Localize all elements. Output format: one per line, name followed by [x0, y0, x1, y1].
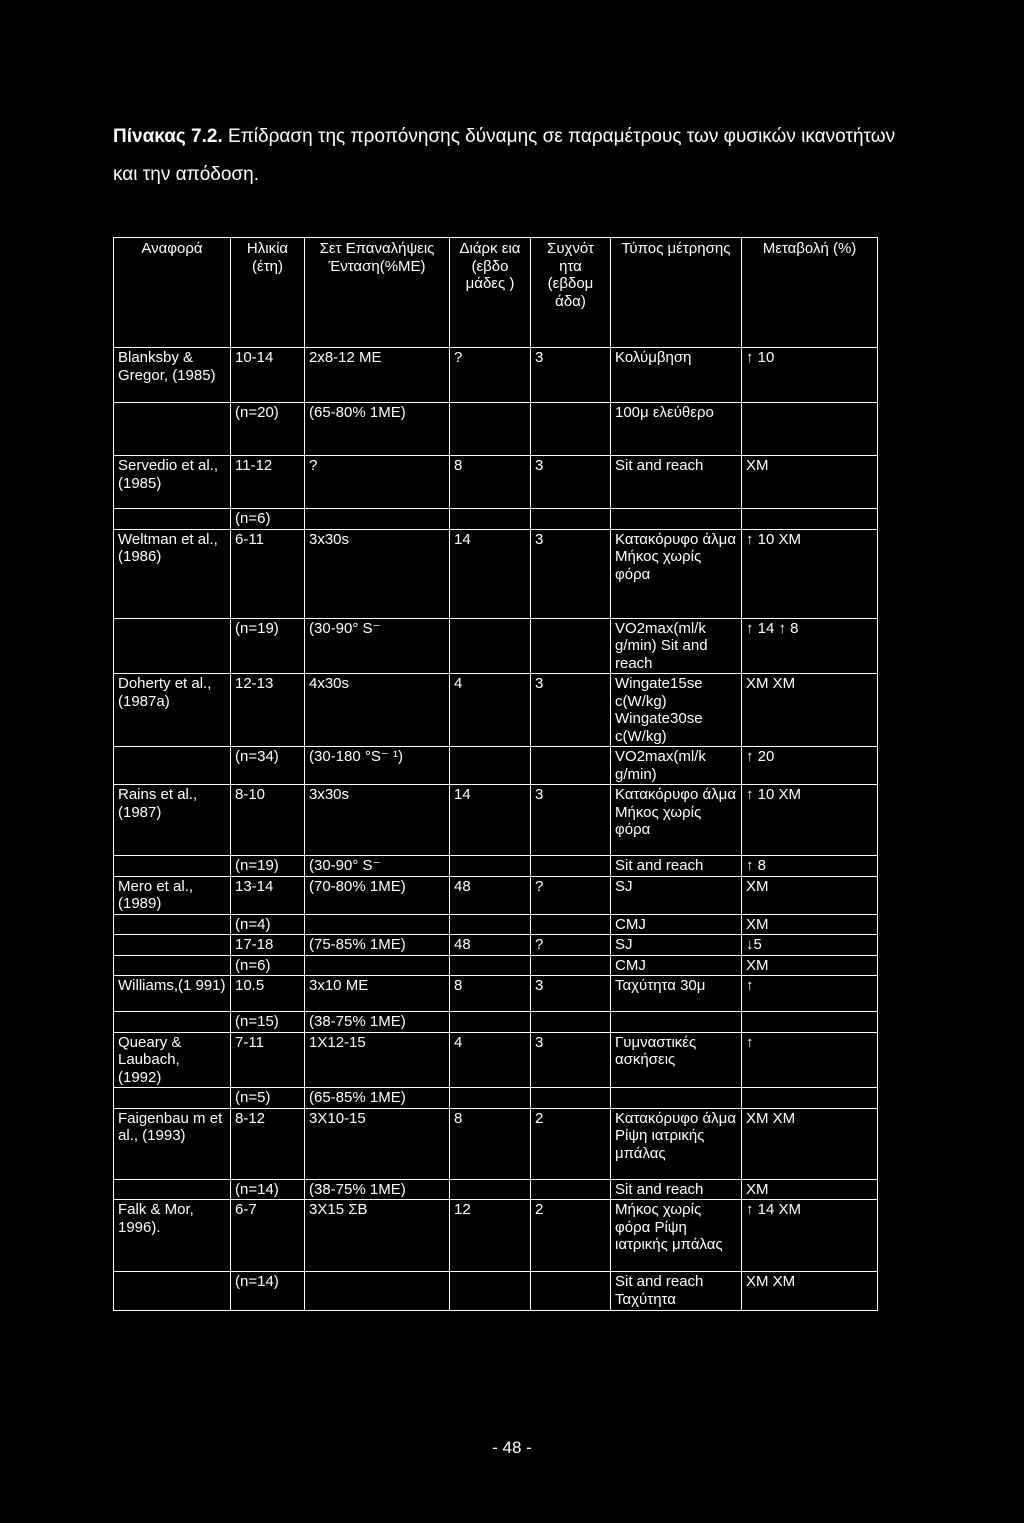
- cell-sets: (75-85% 1ME): [305, 935, 450, 956]
- cell-measure: VO2max(ml/k g/min) Sit and reach: [611, 618, 742, 674]
- table-row: [114, 856, 878, 877]
- cell-frequency: [531, 1088, 611, 1109]
- cell-duration: 14: [450, 529, 531, 618]
- cell-reference: [114, 856, 231, 877]
- cell-reference: [114, 914, 231, 935]
- cell-reference: [114, 1179, 231, 1200]
- cell-measure: Sit and reach: [611, 856, 742, 877]
- table-row: [114, 785, 878, 856]
- cell-change: ↑ 10: [742, 348, 878, 403]
- cell-frequency: [531, 1179, 611, 1200]
- cell-frequency: [531, 509, 611, 530]
- cell-duration: 48: [450, 876, 531, 914]
- cell-age: 10.5: [231, 976, 305, 1012]
- cell-age: (n=4): [231, 914, 305, 935]
- cell-measure: Γυμναστικές ασκήσεις: [611, 1032, 742, 1088]
- cell-measure: [611, 1012, 742, 1033]
- table-row: [114, 456, 878, 509]
- cell-age: 10-14: [231, 348, 305, 403]
- cell-change: ↑ 8: [742, 856, 878, 877]
- cell-duration: [450, 618, 531, 674]
- cell-duration: [450, 955, 531, 976]
- cell-frequency: ?: [531, 935, 611, 956]
- cell-reference: Faigenbau m et al., (1993): [114, 1108, 231, 1179]
- cell-reference: Williams,(1 991): [114, 976, 231, 1012]
- cell-change: [742, 1088, 878, 1109]
- cell-measure: Sit and reach Ταχύτητα: [611, 1272, 742, 1311]
- cell-duration: 4: [450, 1032, 531, 1088]
- cell-change: ↑ 14 XM: [742, 1200, 878, 1272]
- cell-duration: 48: [450, 935, 531, 956]
- cell-frequency: 3: [531, 456, 611, 509]
- cell-duration: 12: [450, 1200, 531, 1272]
- cell-duration: [450, 403, 531, 456]
- cell-age: 13-14: [231, 876, 305, 914]
- table-row: [114, 1108, 878, 1179]
- cell-age: (n=34): [231, 747, 305, 785]
- cell-measure: Μήκος χωρίς φόρα Ρίψη ιατρικής μπάλας: [611, 1200, 742, 1272]
- table-row: [114, 1272, 878, 1311]
- cell-measure: SJ: [611, 876, 742, 914]
- cell-age: 7-11: [231, 1032, 305, 1088]
- cell-frequency: [531, 914, 611, 935]
- cell-change: XM XM: [742, 674, 878, 747]
- cell-measure: Κατακόρυφο άλμα Μήκος χωρίς φόρα: [611, 785, 742, 856]
- cell-measure: Ταχύτητα 30μ: [611, 976, 742, 1012]
- cell-sets: [305, 509, 450, 530]
- cell-sets: (38-75% 1ME): [305, 1012, 450, 1033]
- cell-change: ↑ 10 XM: [742, 529, 878, 618]
- cell-measure: [611, 1088, 742, 1109]
- cell-sets: (70-80% 1ME): [305, 876, 450, 914]
- cell-measure: Sit and reach: [611, 456, 742, 509]
- cell-age: 6-11: [231, 529, 305, 618]
- cell-reference: Queary & Laubach, (1992): [114, 1032, 231, 1088]
- cell-measure: Κατακόρυφο άλμα Ρίψη ιατρικής μπάλας: [611, 1108, 742, 1179]
- cell-reference: [114, 935, 231, 956]
- cell-reference: [114, 403, 231, 456]
- cell-change: [742, 1012, 878, 1033]
- cell-duration: [450, 509, 531, 530]
- cell-change: [742, 403, 878, 456]
- cell-sets: ?: [305, 456, 450, 509]
- cell-age: 8-10: [231, 785, 305, 856]
- cell-age: (n=19): [231, 618, 305, 674]
- cell-age: 12-13: [231, 674, 305, 747]
- table-row: [114, 1179, 878, 1200]
- table-row: [114, 1012, 878, 1033]
- cell-frequency: [531, 1012, 611, 1033]
- cell-frequency: 3: [531, 976, 611, 1012]
- table-caption: [113, 118, 913, 194]
- cell-measure: Wingate15se c(W/kg) Wingate30se c(W/kg): [611, 674, 742, 747]
- page-number: - 48 -: [492, 1438, 532, 1457]
- results-table: [113, 237, 878, 1311]
- cell-change: XM XM: [742, 1108, 878, 1179]
- cell-duration: [450, 1272, 531, 1311]
- cell-change: [742, 509, 878, 530]
- cell-duration: 8: [450, 456, 531, 509]
- cell-age: (n=15): [231, 1012, 305, 1033]
- cell-duration: ?: [450, 348, 531, 403]
- cell-age: 8-12: [231, 1108, 305, 1179]
- cell-change: XM XM: [742, 1272, 878, 1311]
- table-row: [114, 1088, 878, 1109]
- cell-age: 6-7: [231, 1200, 305, 1272]
- table-row: [114, 674, 878, 747]
- cell-change: ↑ 14 ↑ 8: [742, 618, 878, 674]
- cell-reference: Falk & Mor, 1996).: [114, 1200, 231, 1272]
- cell-sets: 1X12-15: [305, 1032, 450, 1088]
- cell-sets: [305, 914, 450, 935]
- header-frequency: Συχνότ ητα (εβδομ άδα): [531, 238, 611, 348]
- cell-age: (n=20): [231, 403, 305, 456]
- cell-age: (n=19): [231, 856, 305, 877]
- cell-frequency: [531, 955, 611, 976]
- cell-measure: VO2max(ml/k g/min): [611, 747, 742, 785]
- cell-measure: Κολύμβηση: [611, 348, 742, 403]
- cell-frequency: 3: [531, 348, 611, 403]
- table-row: [114, 914, 878, 935]
- table-row: [114, 876, 878, 914]
- header-measure: Τύπος μέτρησης: [611, 238, 742, 348]
- cell-duration: [450, 1088, 531, 1109]
- cell-frequency: 3: [531, 674, 611, 747]
- cell-reference: Weltman et al., (1986): [114, 529, 231, 618]
- cell-age: (n=6): [231, 955, 305, 976]
- table-row: [114, 618, 878, 674]
- cell-frequency: 2: [531, 1200, 611, 1272]
- cell-sets: (30-90° S⁻: [305, 856, 450, 877]
- cell-duration: [450, 747, 531, 785]
- table-row: [114, 529, 878, 618]
- cell-reference: [114, 509, 231, 530]
- cell-reference: Mero et al., (1989): [114, 876, 231, 914]
- cell-reference: Rains et al., (1987): [114, 785, 231, 856]
- table-row: [114, 403, 878, 456]
- cell-frequency: 3: [531, 785, 611, 856]
- cell-age: (n=5): [231, 1088, 305, 1109]
- cell-duration: [450, 1012, 531, 1033]
- cell-frequency: [531, 747, 611, 785]
- cell-measure: Κατακόρυφο άλμα Μήκος χωρίς φόρα: [611, 529, 742, 618]
- cell-duration: 4: [450, 674, 531, 747]
- cell-duration: [450, 1179, 531, 1200]
- cell-sets: [305, 955, 450, 976]
- cell-measure: Sit and reach: [611, 1179, 742, 1200]
- cell-sets: (65-80% 1ME): [305, 403, 450, 456]
- table-row: [114, 935, 878, 956]
- cell-sets: 2x8-12 ME: [305, 348, 450, 403]
- cell-duration: 8: [450, 1108, 531, 1179]
- cell-frequency: [531, 1272, 611, 1311]
- table-row: [114, 509, 878, 530]
- table-row: [114, 955, 878, 976]
- cell-duration: [450, 914, 531, 935]
- cell-measure: CMJ: [611, 955, 742, 976]
- cell-change: XM: [742, 456, 878, 509]
- cell-change: ↑: [742, 976, 878, 1012]
- cell-duration: 14: [450, 785, 531, 856]
- cell-frequency: 3: [531, 1032, 611, 1088]
- cell-sets: [305, 1272, 450, 1311]
- cell-reference: [114, 618, 231, 674]
- cell-sets: (65-85% 1ME): [305, 1088, 450, 1109]
- table-row: [114, 1200, 878, 1272]
- cell-measure: CMJ: [611, 914, 742, 935]
- cell-reference: Servedio et al., (1985): [114, 456, 231, 509]
- table-caption-label: Πίνακας 7.2.: [113, 126, 223, 147]
- cell-sets: 4x30s: [305, 674, 450, 747]
- cell-frequency: 2: [531, 1108, 611, 1179]
- cell-measure: [611, 509, 742, 530]
- cell-reference: [114, 747, 231, 785]
- table-row: [114, 1032, 878, 1088]
- cell-sets: (30-90° S⁻: [305, 618, 450, 674]
- cell-measure: 100μ ελεύθερο: [611, 403, 742, 456]
- cell-frequency: ?: [531, 876, 611, 914]
- table-row: [114, 976, 878, 1012]
- header-row: [114, 238, 878, 348]
- cell-change: ↑ 20: [742, 747, 878, 785]
- header-sets: Σετ Επαναλήψεις Ένταση(%ΜΕ): [305, 238, 450, 348]
- cell-age: 11-12: [231, 456, 305, 509]
- cell-frequency: 3: [531, 529, 611, 618]
- cell-age: 17-18: [231, 935, 305, 956]
- cell-change: ↑ 10 XM: [742, 785, 878, 856]
- cell-sets: 3x10 ME: [305, 976, 450, 1012]
- cell-reference: [114, 1012, 231, 1033]
- cell-change: ↓5: [742, 935, 878, 956]
- cell-duration: 8: [450, 976, 531, 1012]
- cell-age: (n=14): [231, 1179, 305, 1200]
- header-duration: Διάρκ εια (εβδο μάδες ): [450, 238, 531, 348]
- cell-change: XM: [742, 955, 878, 976]
- cell-frequency: [531, 618, 611, 674]
- table-row: [114, 348, 878, 403]
- table-caption-text: Επίδραση της προπόνησης δύναμης σε παραμέτρους των φυσικών ικανοτήτων και την απόδοση.: [113, 126, 896, 185]
- cell-reference: [114, 1272, 231, 1311]
- table-row: [114, 747, 878, 785]
- cell-sets: 3x30s: [305, 529, 450, 618]
- header-age: Ηλικία (έτη): [231, 238, 305, 348]
- cell-frequency: [531, 856, 611, 877]
- cell-sets: 3X10-15: [305, 1108, 450, 1179]
- table-body: [114, 348, 878, 1311]
- cell-reference: [114, 1088, 231, 1109]
- header-reference: Αναφορά: [114, 238, 231, 348]
- cell-change: XM: [742, 876, 878, 914]
- cell-duration: [450, 856, 531, 877]
- cell-reference: Doherty et al.,(1987a): [114, 674, 231, 747]
- cell-change: XM: [742, 1179, 878, 1200]
- cell-sets: (38-75% 1ME): [305, 1179, 450, 1200]
- cell-reference: [114, 955, 231, 976]
- cell-sets: 3x30s: [305, 785, 450, 856]
- cell-reference: Blanksby & Gregor, (1985): [114, 348, 231, 403]
- cell-change: ↑: [742, 1032, 878, 1088]
- cell-age: (n=14): [231, 1272, 305, 1311]
- cell-sets: (30-180 °S⁻ ¹): [305, 747, 450, 785]
- cell-change: XM: [742, 914, 878, 935]
- cell-sets: 3X15 ΣΒ: [305, 1200, 450, 1272]
- cell-frequency: [531, 403, 611, 456]
- cell-age: (n=6): [231, 509, 305, 530]
- header-change: Μεταβολή (%): [742, 238, 878, 348]
- cell-measure: SJ: [611, 935, 742, 956]
